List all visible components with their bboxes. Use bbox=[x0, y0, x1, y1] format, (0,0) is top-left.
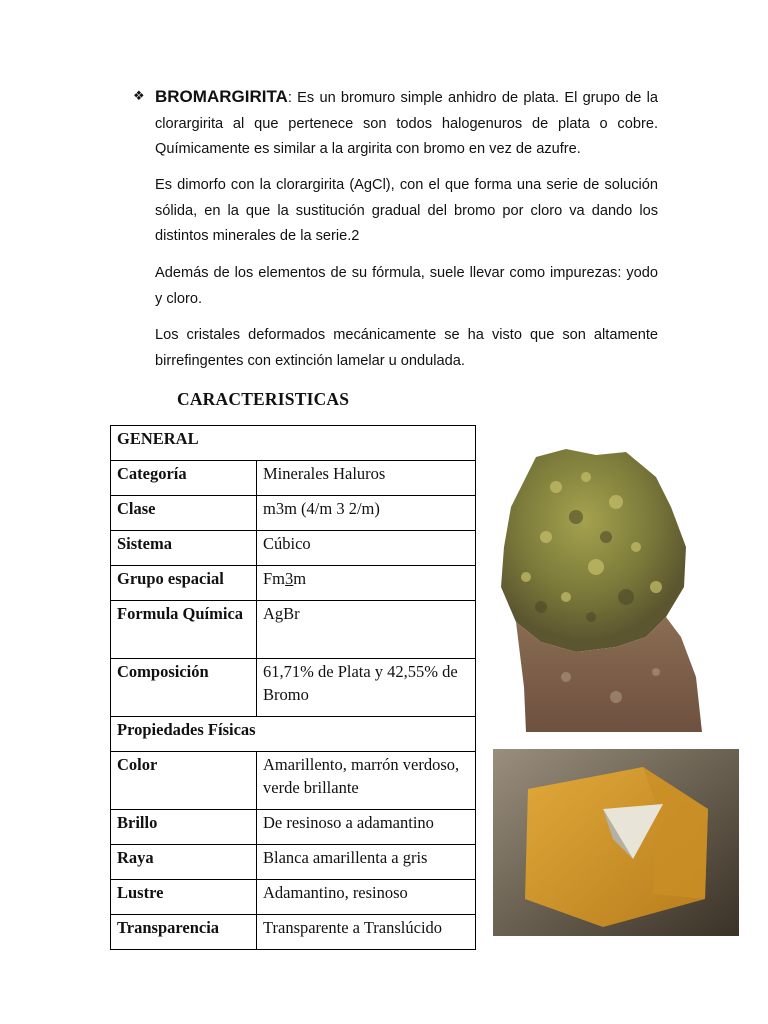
section-title: CARACTERISTICAS bbox=[177, 389, 350, 409]
table-header-row bbox=[111, 717, 476, 752]
table-row bbox=[111, 496, 476, 531]
bullet-diamond-icon: ❖ bbox=[133, 89, 145, 104]
row-value: Amarillento, marrón verdoso, verde brillante bbox=[257, 752, 476, 810]
table-row bbox=[111, 566, 476, 601]
intro-text: Es un bromuro simple anhidro de plata. El grupo de la clorargirita al que pertenece son todos halogenuros de plata o cobre. Químicamente es similar a la argirita con bromo en vez de azufre. bbox=[155, 90, 658, 157]
term-colon: : bbox=[287, 90, 292, 106]
paragraph-cristales: Los cristales deformados mecánicamente se ha visto que son altamente birrefingentes con extinción lamelar u ondulada. bbox=[155, 327, 658, 369]
row-label: Lustre bbox=[111, 880, 257, 915]
physical-header: Propiedades Físicas bbox=[111, 717, 476, 752]
row-value: AgBr bbox=[257, 601, 476, 659]
mineral-specimen-photo-2 bbox=[493, 749, 739, 936]
table-row bbox=[111, 915, 476, 950]
table-row bbox=[111, 845, 476, 880]
table-row bbox=[111, 752, 476, 810]
row-value: Cúbico bbox=[257, 531, 476, 566]
table-header-row bbox=[111, 426, 476, 461]
row-label: Color bbox=[111, 752, 257, 810]
table-row bbox=[111, 531, 476, 566]
row-label: Clase bbox=[111, 496, 257, 531]
table-row bbox=[111, 880, 476, 915]
table-row bbox=[111, 659, 476, 717]
mineral-name: BROMARGIRITA bbox=[155, 87, 288, 106]
table-row bbox=[111, 461, 476, 496]
row-label: Grupo espacial bbox=[111, 566, 257, 601]
row-value: Minerales Haluros bbox=[257, 461, 476, 496]
space-group-bar: 3 bbox=[285, 569, 294, 588]
row-value: Adamantino, resinoso bbox=[257, 880, 476, 915]
paragraph-dimorfo: Es dimorfo con la clorargirita (AgCl), con el que forma una serie de solución sólida, en la que la sustitución gradual del bromo por cloro va dando los distintos minerales de la serie.2 bbox=[155, 177, 658, 244]
paragraph-impurezas: Además de los elementos de su fórmula, suele llevar como impurezas: yodo y cloro. bbox=[155, 265, 658, 307]
mineral-specimen-photo-1 bbox=[496, 447, 704, 732]
properties-table bbox=[110, 425, 476, 950]
row-label: Brillo bbox=[111, 810, 257, 845]
row-value: Blanca amarillenta a gris bbox=[257, 845, 476, 880]
row-label: Categoría bbox=[111, 461, 257, 496]
row-value: Transparente a Translúcido bbox=[257, 915, 476, 950]
general-header: GENERAL bbox=[111, 426, 476, 461]
space-group-suffix: m bbox=[293, 569, 307, 588]
row-value: 61,71% de Plata y 42,55% de Bromo bbox=[257, 659, 476, 717]
intro-paragraph bbox=[155, 84, 658, 163]
space-group-prefix: Fm bbox=[263, 569, 286, 588]
row-label: Transparencia bbox=[111, 915, 257, 950]
row-value: m3m (4/m 3 2/m) bbox=[257, 496, 476, 531]
row-label: Formula Química bbox=[111, 601, 257, 659]
row-value bbox=[257, 566, 476, 601]
table-row bbox=[111, 810, 476, 845]
row-value: De resinoso a adamantino bbox=[257, 810, 476, 845]
row-label: Raya bbox=[111, 845, 257, 880]
table-row bbox=[111, 601, 476, 659]
row-label: Composición bbox=[111, 659, 257, 717]
row-label: Sistema bbox=[111, 531, 257, 566]
